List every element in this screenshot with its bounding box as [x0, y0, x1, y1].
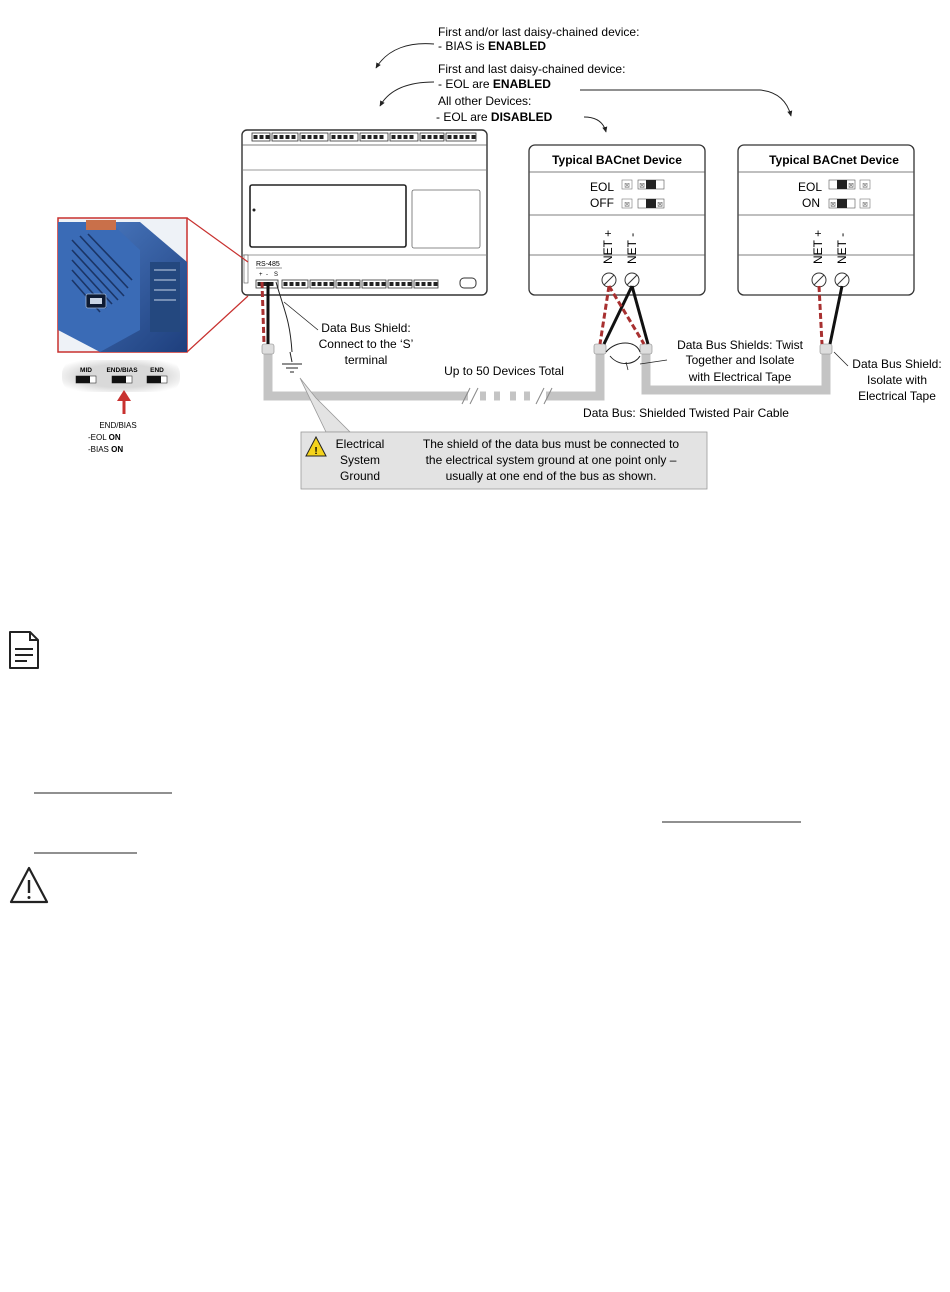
svg-text:Data Bus Shield:: Data Bus Shield:	[321, 321, 411, 335]
svg-text:with Electrical Tape: with Electrical Tape	[688, 370, 792, 384]
twist-callout	[640, 338, 804, 384]
device-1-net-plus: NET +	[601, 229, 615, 264]
terminal-screw	[390, 282, 394, 286]
device-2-on-label: ON	[802, 196, 820, 210]
shield-s-callout	[284, 302, 413, 367]
device-2-eol-label: EOL	[797, 180, 822, 194]
controller-photo-inset	[58, 218, 248, 352]
terminal-screw	[302, 282, 306, 286]
terminal-screw	[318, 282, 322, 286]
terminal-screw	[296, 282, 300, 286]
controller-unit	[242, 130, 487, 295]
warning-icon	[11, 868, 47, 902]
svg-text:⊠: ⊠	[639, 182, 645, 190]
terminal-screw	[290, 282, 294, 286]
bacnet-device-2	[738, 145, 914, 295]
switch-caption-title: END/BIAS	[99, 421, 137, 430]
device-1-switch-1	[622, 180, 664, 190]
terminal-screw	[332, 135, 336, 139]
terminal-screw	[466, 135, 470, 139]
dip-switch-panel	[62, 360, 180, 454]
terminal-minus-label: -	[266, 272, 268, 278]
device-2-title: Typical BACnet Device	[769, 153, 899, 167]
terminal-screw	[392, 135, 396, 139]
terminal-screw	[472, 135, 476, 139]
terminal-screw	[416, 282, 420, 286]
terminal-screw	[362, 135, 366, 139]
terminal-screw	[374, 135, 378, 139]
terminal-screw	[398, 135, 402, 139]
switch-label-mid: MID	[80, 367, 92, 374]
svg-text:Isolate with: Isolate with	[866, 373, 928, 387]
svg-text:Data Bus Shields: Twist: Data Bus Shields: Twist	[677, 338, 803, 352]
device-1-title: Typical BACnet Device	[552, 153, 682, 167]
terminal-screw	[286, 135, 290, 139]
terminal-screw	[284, 282, 288, 286]
svg-text:The shield of the data bus mus: The shield of the data bus must be connected to	[422, 437, 680, 451]
svg-text:Together and Isolate: Together and Isolate	[685, 353, 795, 367]
terminal-screw	[350, 135, 354, 139]
terminal-screw	[376, 282, 380, 286]
svg-text:Connect to the ‘S’: Connect to the ‘S’	[318, 337, 414, 351]
terminal-screw	[434, 135, 438, 139]
switch-label-end: END	[150, 367, 164, 374]
device-1-net-minus: NET -	[625, 232, 639, 264]
terminal-screw	[370, 282, 374, 286]
terminal-screw	[338, 135, 342, 139]
document-icon	[10, 632, 38, 668]
device-2-switch-2	[829, 199, 870, 209]
terminal-screw	[368, 135, 372, 139]
device-1-eol-label: EOL	[589, 180, 614, 194]
cable-label: Data Bus: Shielded Twisted Pair Cable	[583, 406, 789, 420]
svg-text:System: System	[339, 453, 381, 467]
svg-text:usually at one end of the bus: usually at one end of the bus as shown.	[445, 469, 657, 483]
other-devices-annotation	[436, 94, 606, 132]
svg-text:Data Bus Shield:: Data Bus Shield:	[852, 357, 942, 371]
terminal-screw	[344, 135, 348, 139]
terminal-screw	[410, 135, 414, 139]
svg-text:-BIAS ON: -BIAS ON	[88, 445, 124, 454]
svg-text:First and last daisy-chained d: First and last daisy-chained device:	[438, 62, 626, 76]
terminal-screw	[302, 135, 306, 139]
bacnet-device-1	[529, 145, 705, 295]
terminal-screw	[440, 135, 444, 139]
terminal-screw	[404, 135, 408, 139]
terminal-screw	[396, 282, 400, 286]
terminal-screw	[428, 282, 432, 286]
svg-text:- EOL are ENABLED: - EOL are ENABLED	[438, 77, 551, 91]
svg-text:- EOL are DISABLED: - EOL are DISABLED	[436, 110, 553, 124]
terminal-screw	[364, 282, 368, 286]
svg-text:All other Devices:: All other Devices:	[438, 94, 532, 108]
bottom-terminal-blocks	[256, 280, 438, 288]
terminal-screw	[408, 282, 412, 286]
terminal-screw	[422, 282, 426, 286]
svg-text:Electrical: Electrical	[335, 437, 385, 451]
terminal-screw	[380, 135, 384, 139]
terminal-screw	[402, 282, 406, 286]
terminal-screw	[350, 282, 354, 286]
switch-label-end-bias: END/BIAS	[106, 367, 138, 374]
terminal-plus-label: +	[259, 272, 263, 278]
svg-text:⊠: ⊠	[624, 201, 630, 209]
terminal-screw	[422, 135, 426, 139]
terminal-screw	[428, 135, 432, 139]
terminal-screw	[292, 135, 296, 139]
svg-text:⊠: ⊠	[862, 201, 868, 209]
terminal-screw	[280, 135, 284, 139]
device-2-switch-1	[829, 180, 870, 190]
terminal-screw	[260, 135, 264, 139]
terminal-screw	[270, 282, 274, 286]
terminal-screw	[448, 135, 452, 139]
rs485-label: RS-485	[256, 261, 280, 268]
isolate-callout	[834, 352, 942, 403]
device-1-off-label: OFF	[590, 196, 614, 210]
terminal-screw	[454, 135, 458, 139]
terminal-screw	[460, 135, 464, 139]
device-1-switch-2	[622, 199, 664, 209]
terminal-screw	[312, 282, 316, 286]
device-2-net-plus: NET +	[811, 229, 825, 264]
svg-text:⊠: ⊠	[862, 182, 868, 190]
terminal-screw	[324, 282, 328, 286]
terminal-screw	[320, 135, 324, 139]
svg-text:-EOL ON: -EOL ON	[88, 433, 121, 442]
svg-text:Electrical Tape: Electrical Tape	[858, 389, 936, 403]
svg-text:⊠: ⊠	[848, 182, 854, 190]
svg-text:⊠: ⊠	[830, 201, 836, 209]
device-2-net-minus: NET -	[835, 232, 849, 264]
svg-text:First and/or last daisy-chaine: First and/or last daisy-chained device:	[438, 25, 640, 39]
terminal-screw	[344, 282, 348, 286]
terminal-screw	[274, 135, 278, 139]
svg-text:⊠: ⊠	[624, 182, 630, 190]
terminal-screw	[338, 282, 342, 286]
devices-total-label: Up to 50 Devices Total	[444, 364, 564, 378]
terminal-s-label: S	[274, 272, 279, 278]
terminal-screw	[382, 282, 386, 286]
svg-text:⊠: ⊠	[657, 201, 663, 209]
terminal-screw	[314, 135, 318, 139]
terminal-screw	[254, 135, 258, 139]
terminal-screw	[266, 135, 270, 139]
terminal-screw	[308, 135, 312, 139]
top-terminal-blocks	[252, 133, 476, 141]
svg-text:the electrical system ground a: the electrical system ground at one point only –	[425, 453, 677, 467]
svg-text:Ground: Ground	[339, 469, 381, 483]
svg-text:- BIAS is ENABLED: - BIAS is ENABLED	[438, 39, 547, 53]
svg-text:!: !	[314, 446, 318, 457]
terminal-screw	[330, 282, 334, 286]
terminal-screw	[356, 282, 360, 286]
svg-text:terminal: terminal	[344, 353, 388, 367]
terminal-screw	[434, 282, 438, 286]
